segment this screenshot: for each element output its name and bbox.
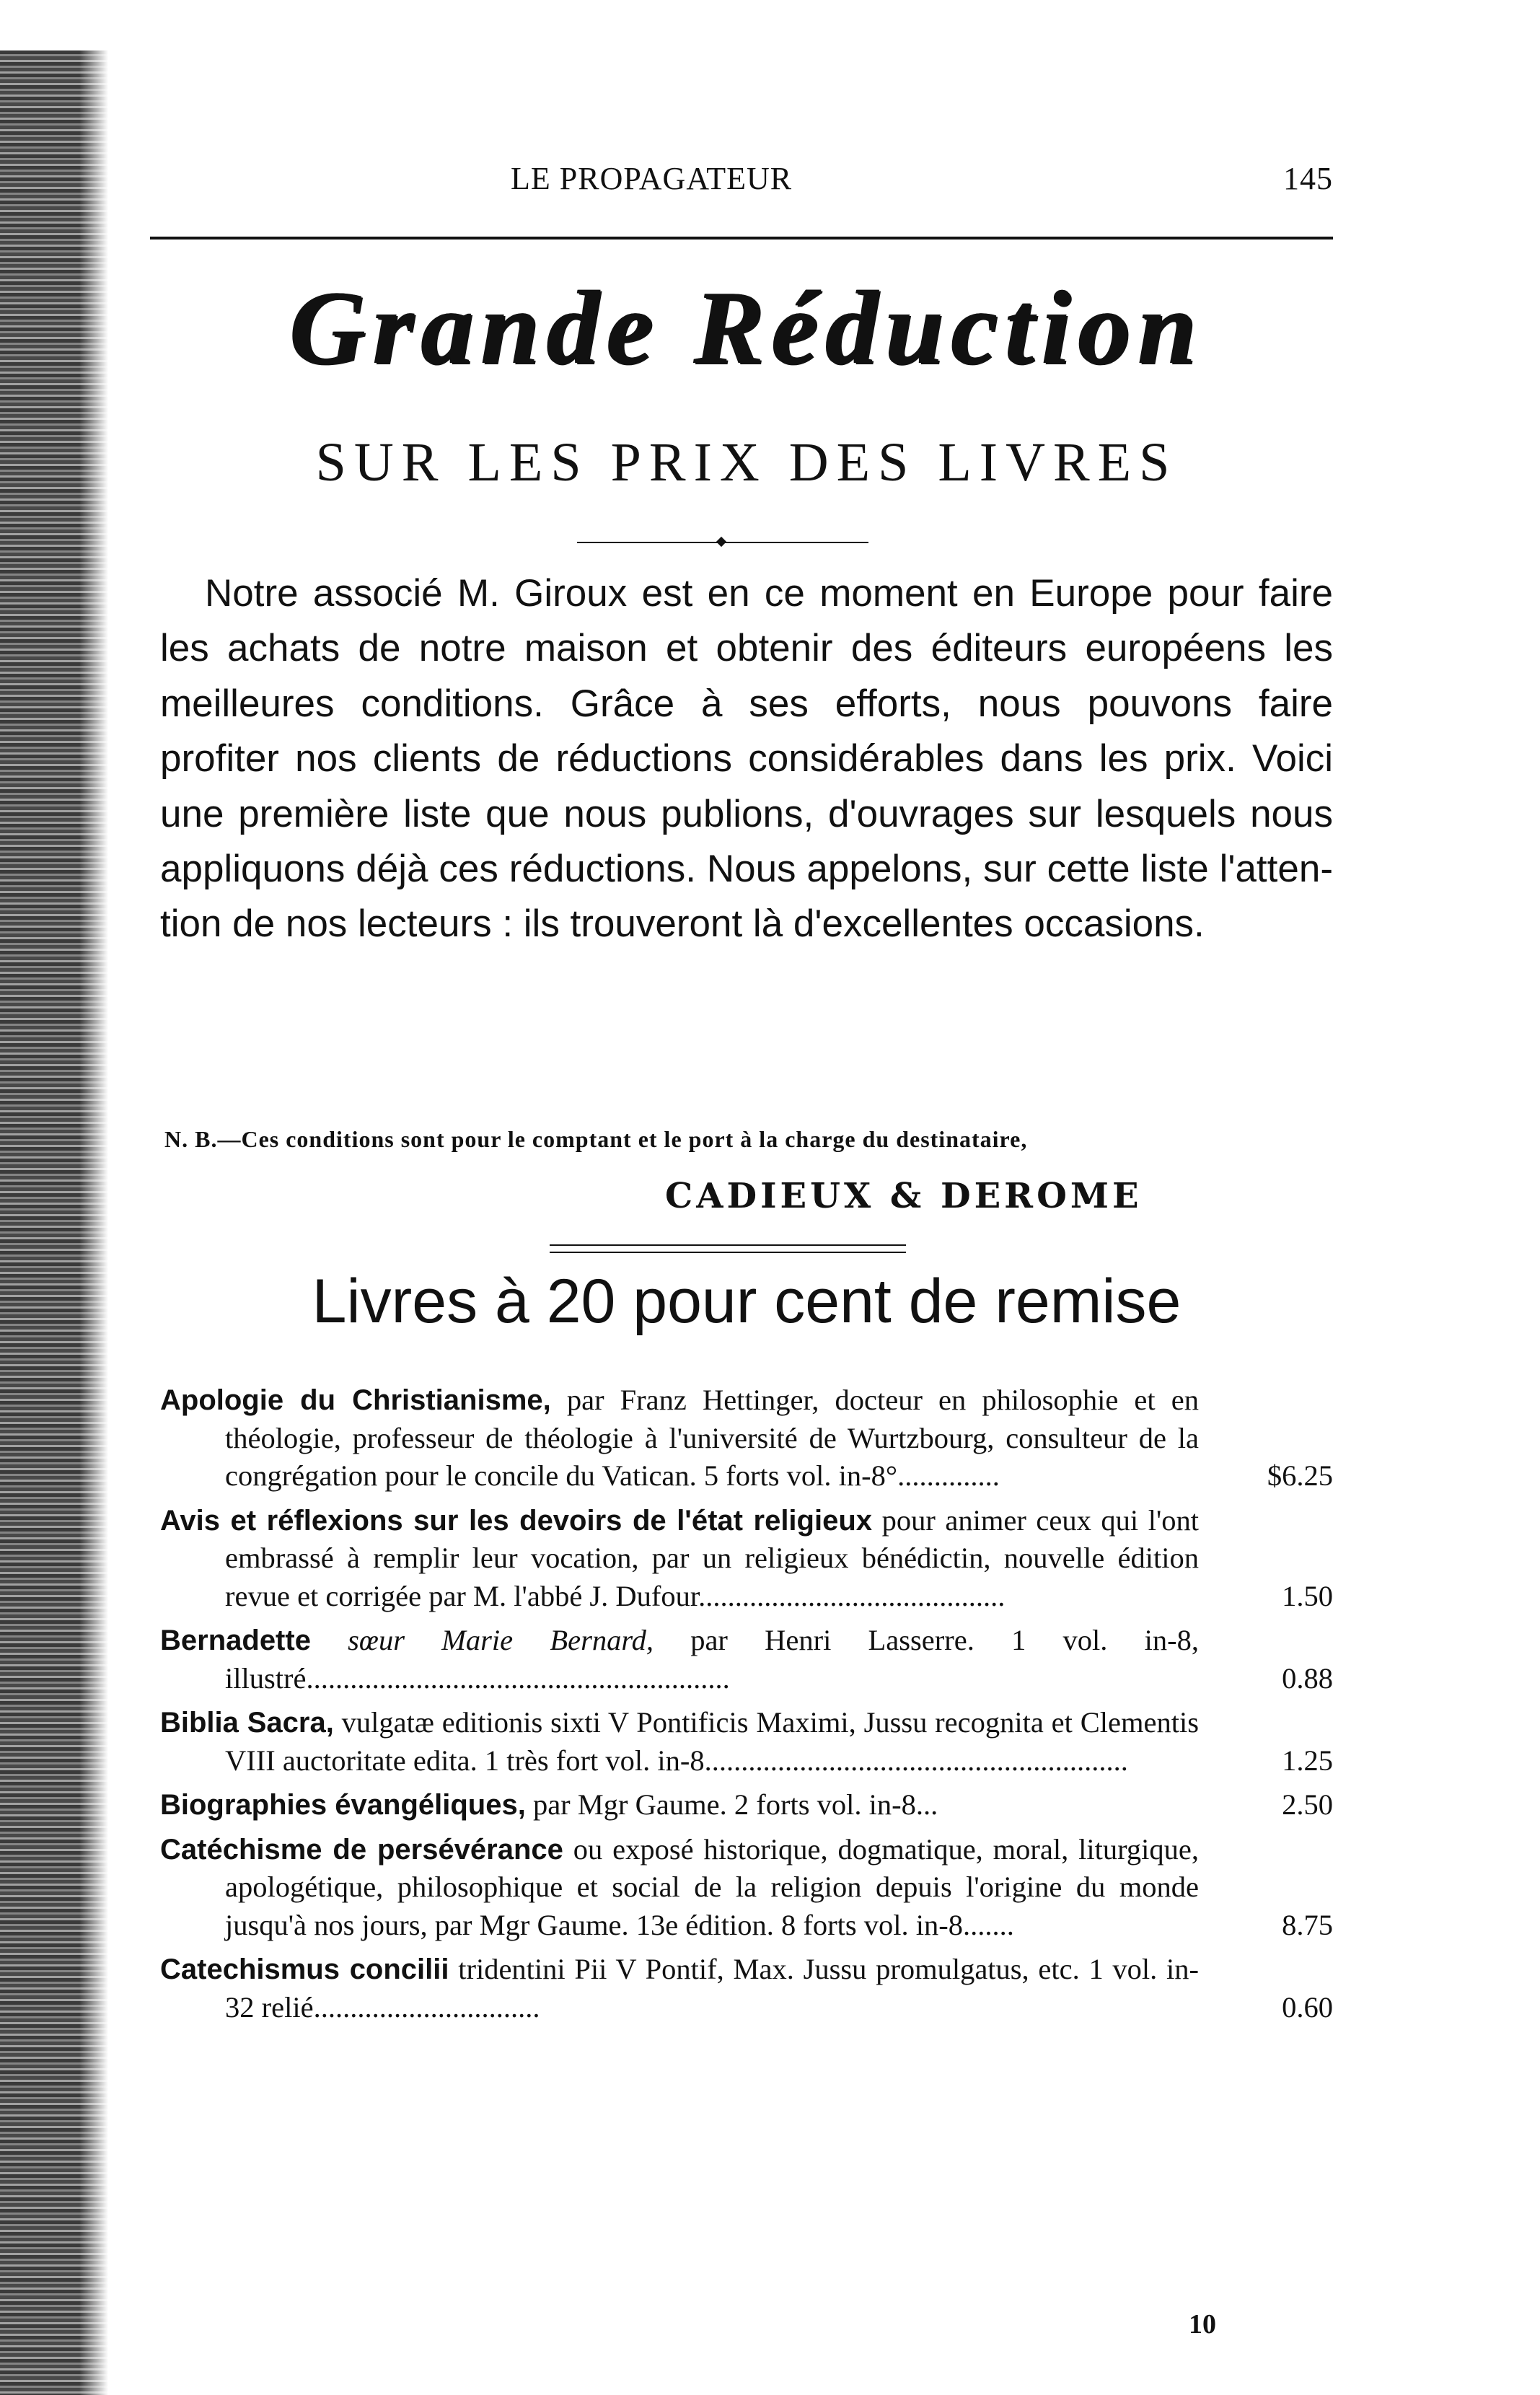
ornament-divider [577,537,868,548]
entry-body [160,1831,1333,1945]
entry-price: 8.75 [1282,1908,1333,1941]
list-item [160,1622,1333,1697]
list-item [160,1951,1333,2026]
entry-price: 1.50 [1282,1579,1333,1612]
page-number: 145 [1283,161,1333,196]
entry-text: par Henri Lasserre. 1 vol. in-8, illustré.......................................................... [225,1624,1199,1695]
entry-title: Apologie du Christianisme, [160,1384,551,1416]
signature-mark: 10 [1189,2309,1216,2339]
page [160,0,1333,2395]
entry-price: 0.60 [1282,1990,1333,2023]
entry-italic-text: sœur Marie Bernard, [310,1624,654,1657]
entry-title: Catechismus concilii [160,1954,449,1986]
running-title: LE PROPAGATEUR [511,161,793,196]
publisher-signature: CADIEUX & DEROME [665,1176,1143,1216]
scan-binding-edge [0,50,108,2395]
entry-text: pour animer ceux qui l'ont embrassé à remplir leur vocation, par un religieux bénédictin, nouvelle édition revue et corrigée par M. l'abbé J. Dufour.......................................... [225,1503,1200,1612]
subhead: SUR LES PRIX DES LIVRES [315,432,1178,493]
entry-text: vulgatæ editionis sixti V Pontificis Maximi, Jussu recognita et Clementis VIII auctoritate edita. 1 très fort vol. in-8.......................................................... [225,1706,1199,1777]
intro-paragraph: Notre associé M. Giroux est en ce moment en Europe pour faire les achats de notre maison et obtenir des éditeurs européens les meilleures conditions. Grâce à ses efforts, nous pouvons faire profiter nos clients de réductions considérables dans les prix. Voici une première liste que nous publions, d'ouvrages sur lesquels nous appliquons déjà ces réductions. Nous appelons, sur cette liste l'attention de nos lecteurs : ils trouveront là d'excellentes occasions. [160,572,1333,946]
entry-title: Bernadette [160,1625,311,1657]
entry-body [160,1381,1333,1495]
entry-body [160,1951,1333,2026]
section-title: Livres à 20 pour cent de remise [312,1267,1182,1336]
entry-title: Biblia Sacra, [160,1707,334,1739]
entry-price: 1.25 [1282,1744,1333,1777]
entry-price: 0.88 [1282,1661,1333,1695]
entry-text: par Mgr Gaume. 2 forts vol. in-8... [525,1788,938,1821]
double-rule-divider [550,1244,906,1253]
header-rule [150,237,1333,240]
entry-body [160,1786,1333,1824]
list-item [160,1381,1333,1495]
entry-price: $6.25 [1267,1459,1333,1493]
entry-price: 2.50 [1282,1788,1333,1821]
entry-title: Avis et réflexions sur les devoirs de l'état religieux [160,1504,873,1537]
terms-note: N. B.—Ces conditions sont pour le comptant et le port à la charge du destinataire, [164,1126,1028,1152]
list-item [160,1502,1333,1616]
list-item [160,1704,1333,1780]
entry-body [160,1502,1333,1616]
list-item [160,1786,1333,1824]
entry-title: Catéchisme de persévérance [160,1833,563,1866]
headline: Grande Réduction [289,269,1204,386]
entry-title: Biographies évangéliques, [160,1789,526,1821]
entry-body [160,1622,1333,1697]
list-item [160,1831,1333,1945]
book-list [160,1381,1333,2033]
entry-text: par Franz Hettinger, docteur en philosophie et en théologie, professeur de théologie à l'université de Wurtzbourg, consulteur de la congrégation pour le concile du Vatican. 5 forts vol. in-8°.............. [225,1384,1199,1493]
entry-body [160,1704,1333,1780]
entry-text: ou exposé historique, dogmatique, moral, liturgique, apologétique, philosophique et social de la religion depuis l'origine du monde jusqu'à nos jours, par Mgr Gaume. 13e édition. 8 forts vol. in-8....... [225,1832,1199,1941]
entry-text: tridentini Pii V Pontif, Max. Jussu promulgatus, etc. 1 vol. in-32 relié............................... [225,1953,1199,2023]
